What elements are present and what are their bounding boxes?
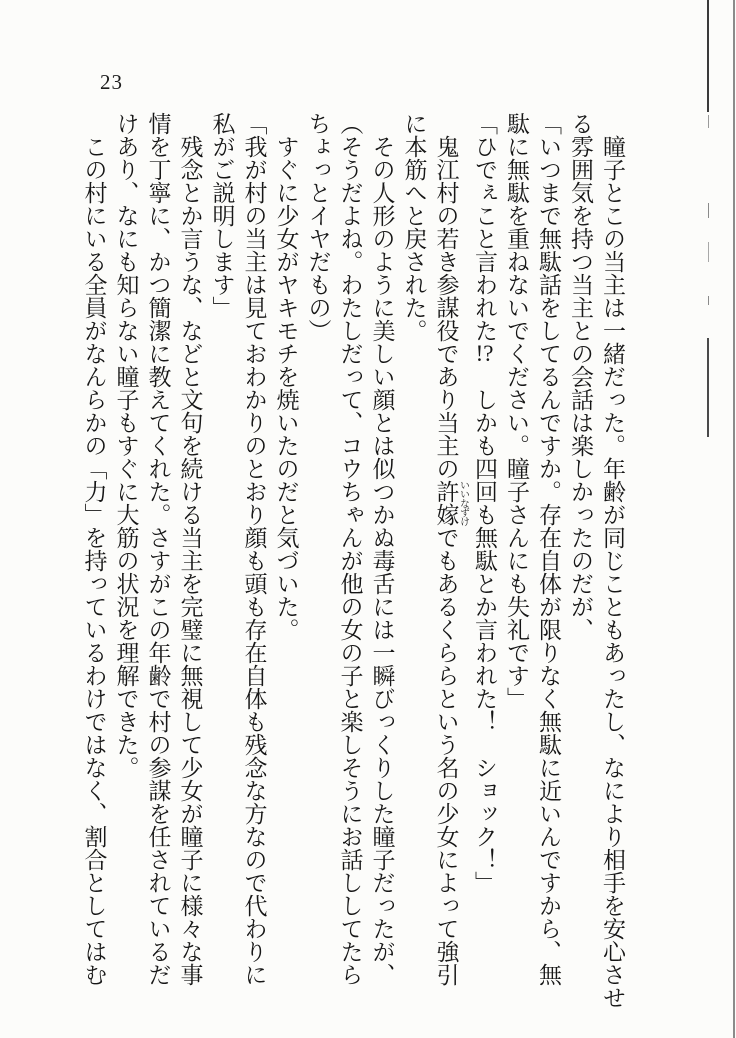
text-line: 駄に無駄を重ねないでください。瞳子さんにも失礼です」 (504, 112, 529, 710)
scan-artifact-line (708, 242, 709, 262)
text-line: 瞳子とこの当主は一緒だった。年齢が同じこともあったし、なにより相手を安心させ (600, 112, 625, 1009)
text-line: に本筋へと戻された。 (401, 112, 427, 342)
text-line: 残念とか言うな、などと文句を続ける当主を完璧に無視して少女が瞳子に様々な事 (177, 112, 203, 986)
text-line: 情を丁寧に、かつ簡潔に教えてくれた。さすがこの年齢で村の参謀を任されているだ (145, 112, 171, 986)
scan-artifact-line (708, 203, 709, 218)
text-line: ちょっとイヤだもの） (305, 112, 331, 342)
text-line: けあり、なにも知らない瞳子もすぐに大筋の状況を理解できた。 (113, 112, 139, 779)
text-line: 私がご説明します」 (209, 112, 235, 319)
text-line: る雰囲気を持つ当主との会話は楽しかったのだが、 (568, 112, 593, 641)
text-line: すぐに少女がヤキモチを焼いたのだと気づいた。 (273, 112, 299, 641)
body-text (78, 112, 629, 1014)
page-edge-line (733, 0, 735, 1038)
scan-artifact-line (707, 338, 709, 437)
text-line: 「我が村の当主は見ておわかりのとおり顔も頭も存在自体も残念な方なので代わりに (241, 112, 267, 986)
text-line: この村にいる全員がなんらかの「力」を持っているわけではなく、割合としてはむ (81, 112, 107, 986)
text-line: その人形のように美しい顔とは似つかぬ毒舌には一瞬びっくりした瞳子だったが、 (369, 112, 395, 986)
text-line: 「ひでぇこと言われた!? しかも四回も無駄とか言われた！ ショック！」 (472, 112, 497, 894)
furigana-word: 許嫁 いいなずけ (433, 480, 469, 526)
text-line: 「いつまで無駄話をしてるんですか。存在自体が限りなく無駄に近いんですから、無 (536, 112, 561, 986)
page-number: 23 (100, 70, 123, 94)
tate-chu-yoko: !? (475, 342, 494, 365)
scan-artifact-line (707, 0, 709, 112)
scan-artifact-line (708, 115, 709, 128)
text-line: （そうだよね。わたしだって、コウちゃんが他の女の子と楽しそうにお話ししてたら (337, 112, 363, 986)
text-line: 鬼江村の若き参謀役であり当主の許嫁 いいなずけでもあるくららという名の少女によって強引 (433, 112, 469, 986)
scan-artifact-line (708, 296, 709, 305)
